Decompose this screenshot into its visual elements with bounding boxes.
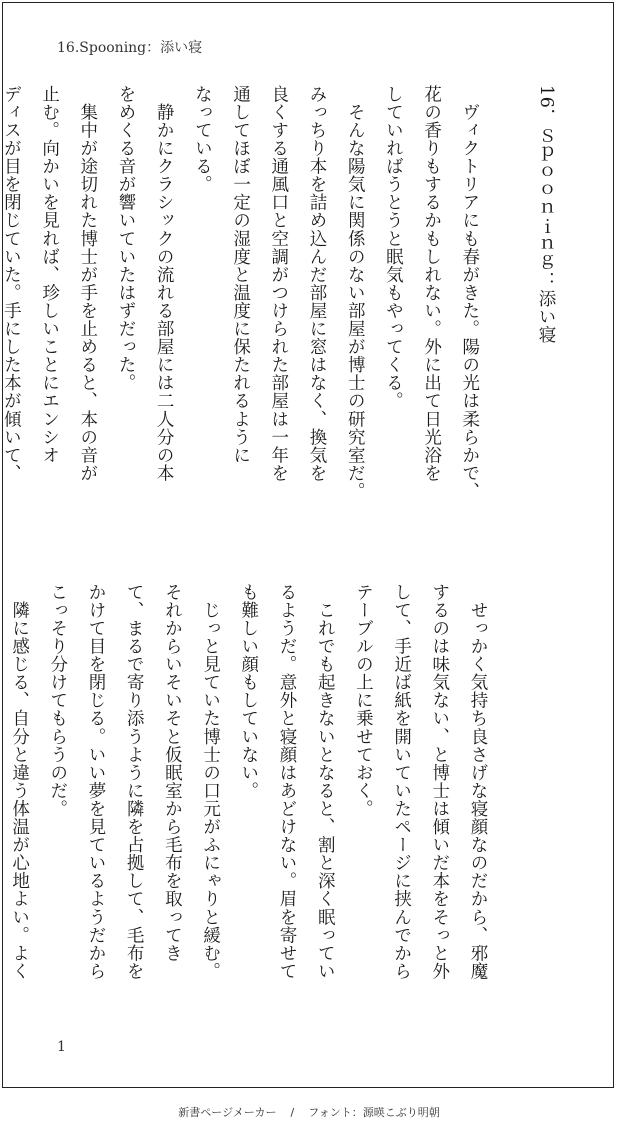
paragraph-line: かけて目を閉じる。いい夢を見ているようだから bbox=[85, 583, 106, 981]
paragraph-line: も難しい顔もしていない。 bbox=[238, 583, 259, 800]
paragraph-line: 良くする通風口と空調がつけられた部屋は一年を bbox=[268, 85, 289, 483]
paragraph-line: せっかく気持ち良さげな寝顔なのだから、邪魔 bbox=[468, 583, 488, 981]
paragraph-line: じっと見ていた博士の口元がふにゃりと緩む。 bbox=[200, 583, 221, 981]
paragraph-line: 通してほぼ一定の湿度と温度に保たれるように bbox=[230, 85, 251, 465]
paragraph-line: そんな陽気に関係のない部屋が博士の研究室だ。 bbox=[345, 85, 366, 501]
paragraph-line: していればうとうと眠気もやってくる。 bbox=[383, 85, 404, 410]
paragraph-line: テーブルの上に乗せておく。 bbox=[353, 583, 374, 818]
paragraph-line: して、手近ば紙を開いていたページに挟んでから bbox=[391, 583, 412, 981]
paragraph-line: ディスが目を閉じていた。手にした本が傾いて、 bbox=[1, 85, 22, 483]
paragraph-line: それからいそいそと仮眠室から毛布を取ってき bbox=[162, 583, 183, 963]
paragraph-line: こっそり分けてもらうのだ。 bbox=[47, 583, 68, 818]
paragraph-line: 静かにクラシックの流れる部屋には二人分の本 bbox=[154, 85, 175, 483]
footer-font-credit: フォント：源暎こぶり明朝 bbox=[308, 1106, 440, 1119]
paragraph-line: ヴィクトリアにも春がきた。陽の光は柔らかで、 bbox=[459, 85, 480, 501]
paragraph-line: なっている。 bbox=[192, 85, 213, 194]
book-page bbox=[2, 2, 614, 1088]
paragraph-line: みっちり本を詰め込んだ部屋に窓はなく、換気を bbox=[306, 85, 327, 483]
paragraph-line: るようだ。意外と寝顔はあどけない。眉を寄せて bbox=[276, 583, 297, 981]
paragraph-line: 集中が途切れた博士が手を止めると、本の音が bbox=[77, 85, 98, 483]
footer-credit bbox=[0, 1104, 618, 1120]
running-header: 16.Spooning：添い寝 bbox=[57, 40, 203, 56]
paragraph-line: するのは味気ない、と博士は傾いだ本をそっと外 bbox=[429, 583, 450, 981]
lower-text-column bbox=[0, 583, 497, 1023]
upper-text-column bbox=[0, 85, 565, 525]
chapter-title: 16．Ｓｐｏｏｎｉｎｇ：添い寝 bbox=[536, 85, 556, 344]
paragraph-line: 花の香りもするかもしれない。外に出て日光浴を bbox=[421, 85, 442, 483]
paragraph-line: 隣に感じる、自分と違う体温が心地よい。よく bbox=[9, 583, 30, 981]
footer-separator: / bbox=[290, 1106, 295, 1119]
footer-app-name: 新書ページメーカー bbox=[178, 1106, 277, 1119]
paragraph-line: て、まるで寄り添うように隣を占拠して、毛布を bbox=[124, 583, 145, 981]
paragraph-line: をめくる音が響いていたはずだった。 bbox=[115, 85, 136, 392]
paragraph-line: 止む。向かいを見れば、珍しいことにエンシオ bbox=[39, 85, 60, 465]
paragraph-line: これでも起きないとなると、割と深く眠ってい bbox=[315, 583, 336, 981]
page-number: 1 bbox=[57, 1039, 66, 1055]
